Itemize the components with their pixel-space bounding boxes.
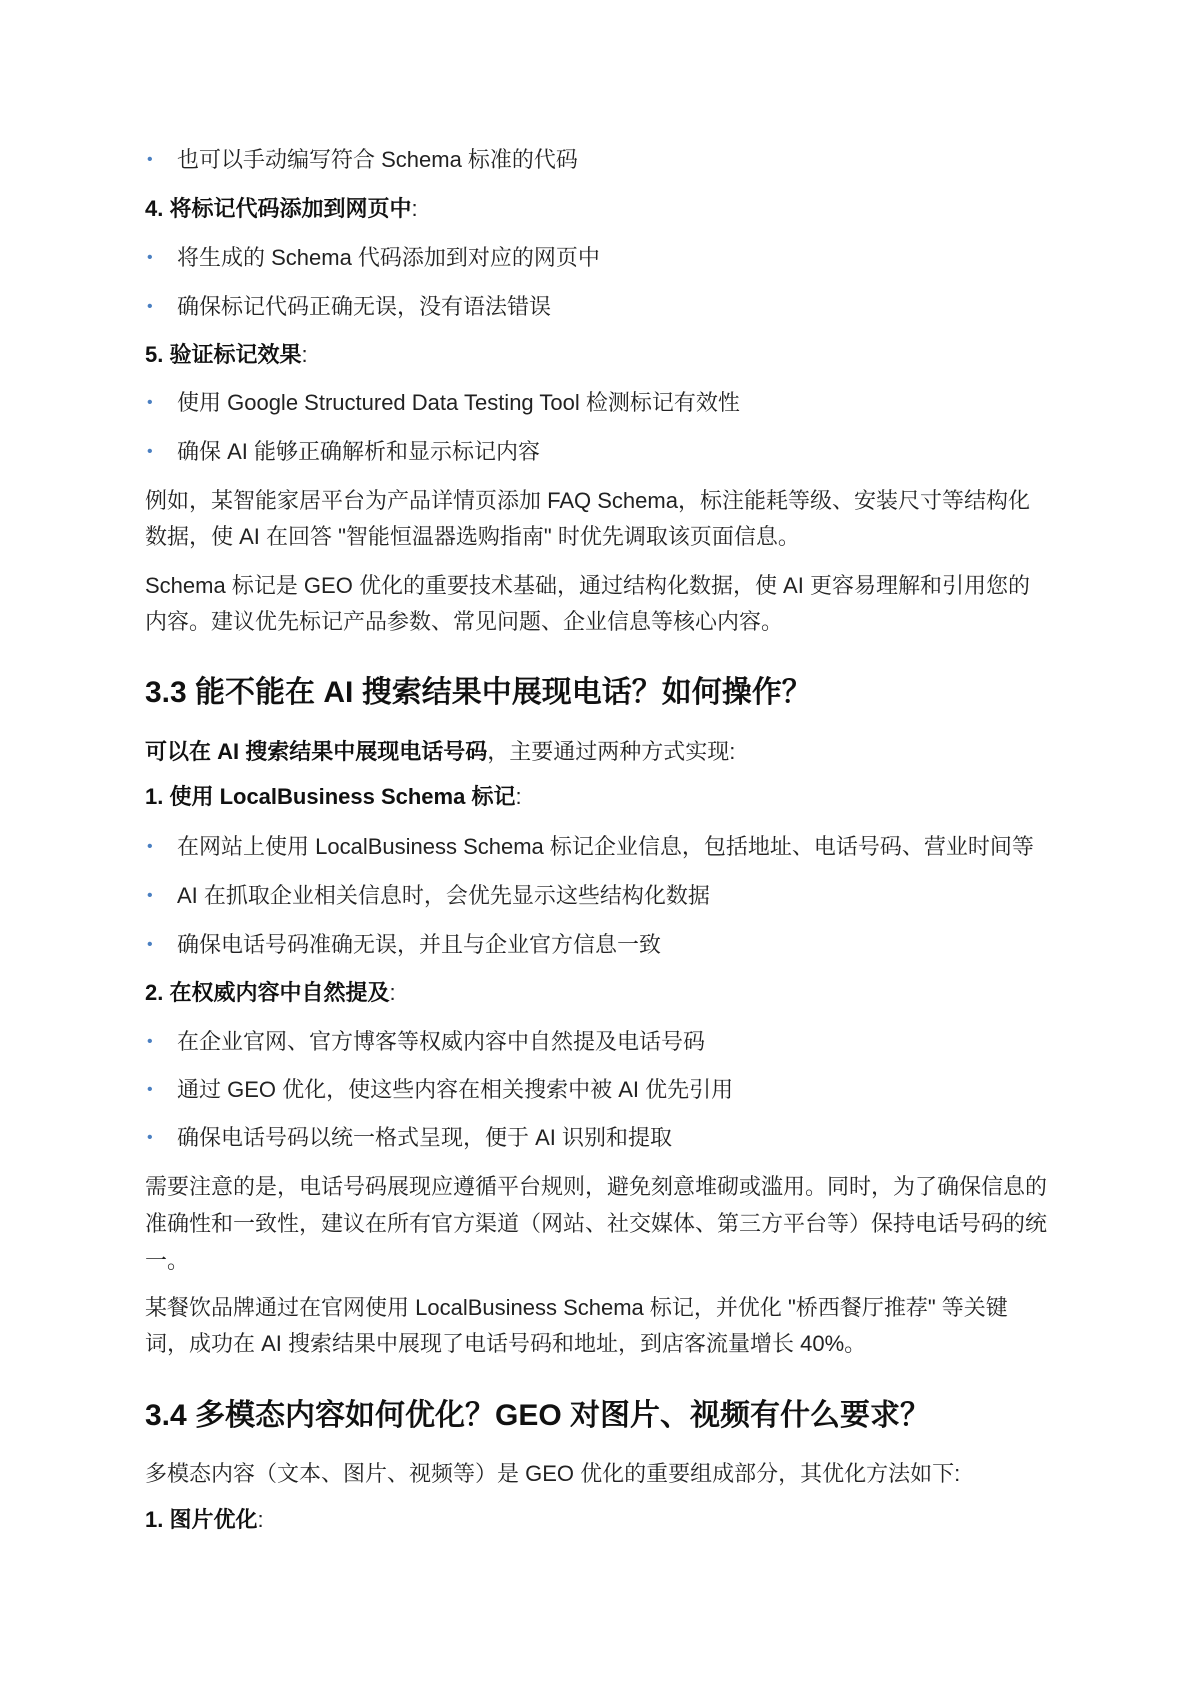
step-title: [145, 340, 308, 370]
step-title: [145, 194, 418, 224]
list-item-text: 使用 Google Structured Data Testing Tool 检测标记有效性: [177, 390, 740, 415]
bullet-icon: •: [147, 887, 153, 904]
step-title-text: 1. 使用 LocalBusiness Schema 标记: [145, 784, 516, 809]
section-heading: 3.3 能不能在 AI 搜索结果中展现电话？如何操作？: [145, 676, 812, 709]
bullet-icon: •: [147, 936, 153, 953]
list-item: [147, 1123, 673, 1153]
list-item: [147, 1075, 734, 1105]
list-item-text: 也可以手动编写符合 Schema 标准的代码: [177, 147, 578, 172]
bullet-icon: •: [147, 298, 153, 315]
paragraph-line: 例如，某智能家居平台为产品详情页添加 FAQ Schema，标注能耗等级、安装尺寸等结构化: [145, 488, 1030, 513]
list-item: [147, 881, 710, 911]
colon: :: [389, 980, 396, 1005]
bullet-icon: •: [147, 1081, 153, 1098]
colon: :: [411, 196, 418, 221]
bullet-icon: •: [147, 443, 153, 460]
list-item-text: 确保电话号码准确无误，并且与企业官方信息一致: [177, 932, 662, 957]
list-item: [147, 832, 1034, 862]
paragraph-line: 准确性和一致性，建议在所有官方渠道（网站、社交媒体、第三方平台等）保持电话号码的统: [145, 1211, 1048, 1236]
step-title-text: 5. 验证标记效果: [145, 342, 302, 367]
step-title: [145, 1505, 264, 1535]
bullet-icon: •: [147, 394, 153, 411]
list-item-text: 确保电话号码以统一格式呈现，便于 AI 识别和提取: [177, 1125, 673, 1150]
list-item-text: 在网站上使用 LocalBusiness Schema 标记企业信息，包括地址、电话号码、营业时间等: [177, 834, 1034, 859]
paragraph-line: 多模态内容（文本、图片、视频等）是 GEO 优化的重要组成部分，其优化方法如下:: [145, 1461, 961, 1486]
paragraph-line: 某餐饮品牌通过在官网使用 LocalBusiness Schema 标记，并优化 "桥西餐厅推荐" 等关键: [145, 1295, 1008, 1320]
step-title: [145, 978, 396, 1008]
list-item: [147, 292, 552, 322]
intro-rest-text: ，主要通过两种方式实现:: [487, 739, 736, 764]
colon: :: [515, 784, 522, 809]
list-item-text: 在企业官网、官方博客等权威内容中自然提及电话号码: [177, 1029, 706, 1054]
list-item: [147, 388, 740, 418]
list-item: [147, 437, 541, 467]
paragraph-line: 数据，使 AI 在回答 "智能恒温器选购指南" 时优先调取该页面信息。: [145, 524, 800, 549]
intro-bold-text: 可以在 AI 搜索结果中展现电话号码: [145, 739, 488, 764]
list-item-text: AI 在抓取企业相关信息时，会优先显示这些结构化数据: [177, 883, 710, 908]
paragraph-line: Schema 标记是 GEO 优化的重要技术基础，通过结构化数据，使 AI 更容易理解和引用您的: [145, 573, 1030, 598]
step-title-text: 4. 将标记代码添加到网页中: [145, 196, 412, 221]
step-title: [145, 782, 522, 812]
list-item-text: 通过 GEO 优化，使这些内容在相关搜索中被 AI 优先引用: [177, 1077, 734, 1102]
colon: :: [301, 342, 308, 367]
colon: :: [257, 1507, 264, 1532]
list-item-text: 确保标记代码正确无误，没有语法错误: [177, 294, 552, 319]
step-title-text: 1. 图片优化: [145, 1507, 258, 1532]
list-item: [147, 1027, 706, 1057]
bullet-icon: •: [147, 1033, 153, 1050]
bullet-icon: •: [147, 249, 153, 266]
paragraph-line: 一。: [145, 1248, 190, 1273]
list-item-text: 将生成的 Schema 代码添加到对应的网页中: [177, 245, 600, 270]
intro-line: [145, 737, 735, 767]
list-item-text: 确保 AI 能够正确解析和显示标记内容: [177, 439, 541, 464]
bullet-icon: •: [147, 151, 153, 168]
paragraph-line: 需要注意的是，电话号码展现应遵循平台规则，避免刻意堆砌或滥用。同时，为了确保信息的: [145, 1174, 1048, 1199]
bullet-icon: •: [147, 838, 153, 855]
section-heading: 3.4 多模态内容如何优化？GEO 对图片、视频有什么要求？: [145, 1399, 931, 1432]
paragraph-line: 内容。建议优先标记产品参数、常见问题、企业信息等核心内容。: [145, 609, 784, 634]
bullet-icon: •: [147, 1129, 153, 1146]
list-item: [147, 930, 662, 960]
list-item: [147, 145, 578, 175]
list-item: [147, 243, 600, 273]
step-title-text: 2. 在权威内容中自然提及: [145, 980, 390, 1005]
paragraph-line: 词，成功在 AI 搜索结果中展现了电话号码和地址，到店客流量增长 40%。: [145, 1331, 867, 1356]
